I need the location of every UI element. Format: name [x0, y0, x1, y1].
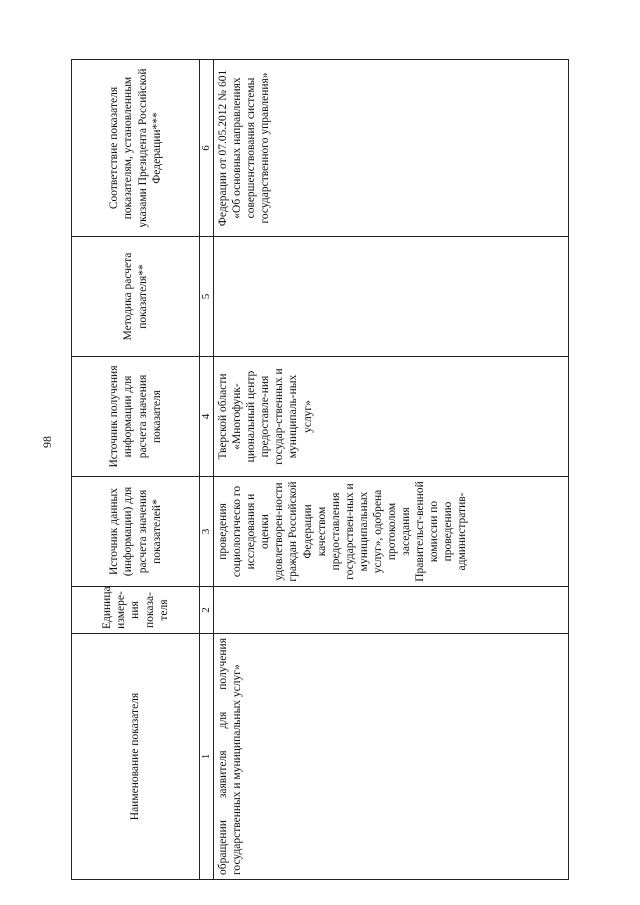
- header-unit: Единица измере-ния показа-теля: [72, 587, 200, 634]
- column-number: 4: [200, 357, 214, 477]
- page-number: 98: [40, 436, 54, 448]
- column-number-row: [200, 60, 214, 880]
- table-header-row: [72, 60, 200, 880]
- column-number: 2: [200, 587, 214, 634]
- table-row: [214, 60, 569, 880]
- column-number: 3: [200, 477, 214, 587]
- column-number: 5: [200, 237, 214, 357]
- header-indicator-name: Наименование показателя: [72, 634, 200, 880]
- header-decree-match: Соответствие показателя показателям, установленным указами Президента Российской Федерации***: [72, 60, 200, 237]
- header-data-source: Источник данных (информации) для расчета значения показателей*: [72, 477, 200, 587]
- cell-method: [214, 237, 569, 357]
- cell-decree-match: Федерации от 07.05.2012 № 601 «Об основных направлениях совершенствования системы государственного управления»: [214, 60, 569, 237]
- column-number: 6: [200, 60, 214, 237]
- indicator-table: [71, 59, 569, 880]
- indicator-table-sheet: [71, 60, 569, 880]
- cell-unit: [214, 587, 569, 634]
- column-number: 1: [200, 634, 214, 880]
- cell-indicator-name: обращении заявителя для получения государственных и муниципальных услуг»: [214, 634, 569, 880]
- cell-info-source: Тверской области «Многофунк-циональный центр предоставле-ния государ-ственных и муниципаль-ных услуг»: [214, 357, 569, 477]
- header-info-source: Источник получения информации для расчета значения показателя: [72, 357, 200, 477]
- header-method: Методика расчета показателя**: [72, 237, 200, 357]
- cell-data-source: проведения социологическо го исследования и оценки удовлетворен-ности граждан Российской Федерации качеством предоставления государствен-ных и муниципальных услуг», одобрена протоколом заседания Правительст-венной комиссии по проведению административ-: [214, 477, 569, 587]
